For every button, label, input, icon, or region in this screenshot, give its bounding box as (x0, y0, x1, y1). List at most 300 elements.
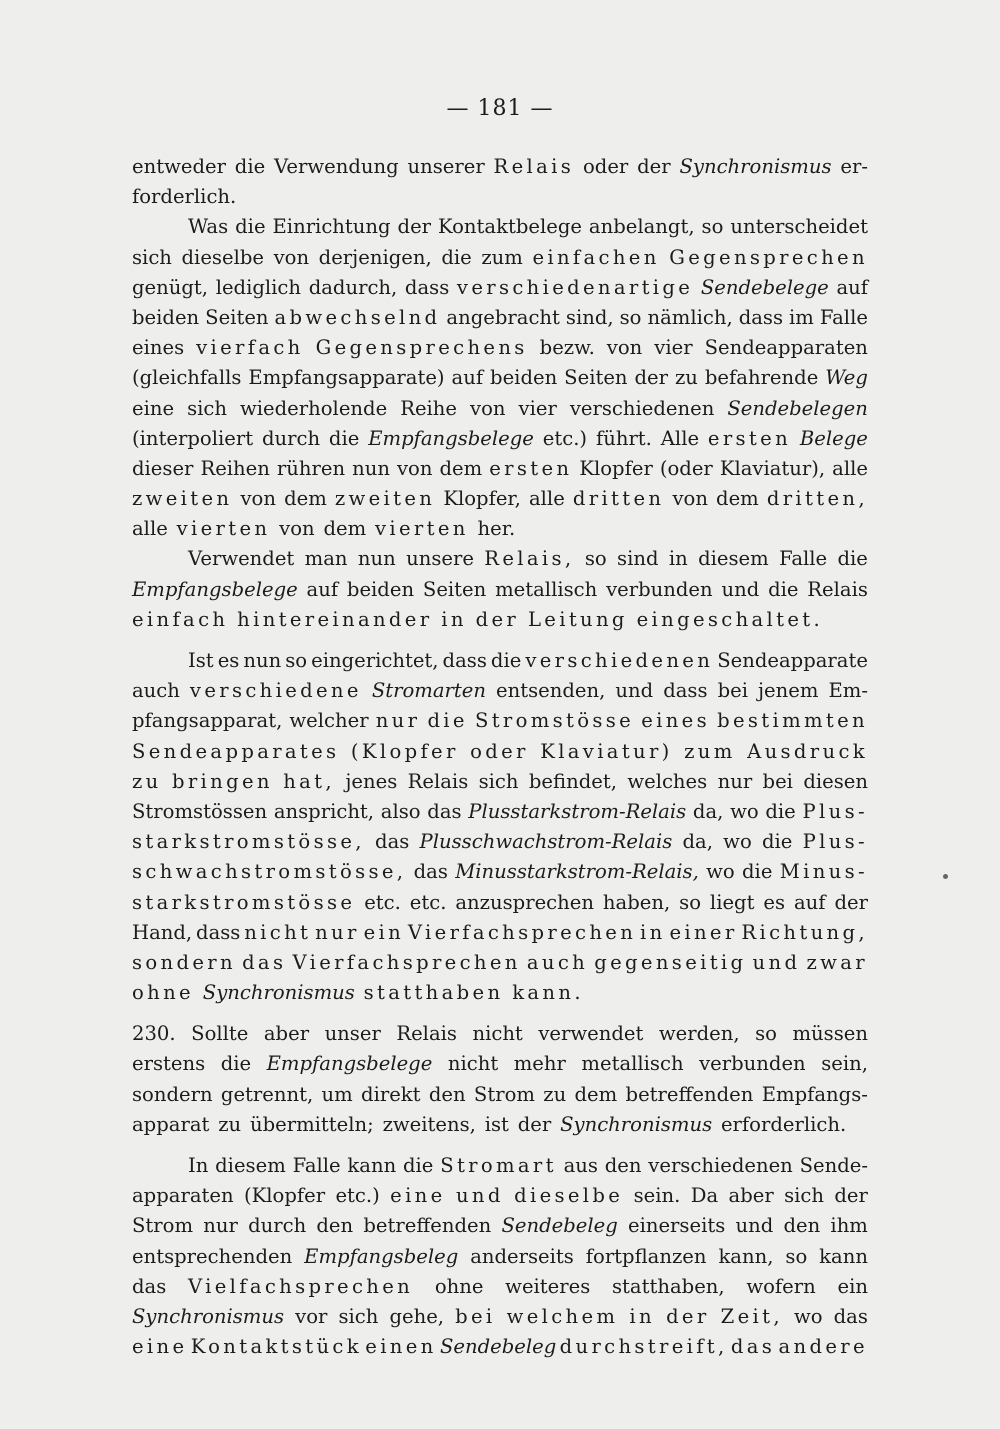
spaced-word: zweiten (132, 487, 233, 511)
word: nun (243, 649, 282, 672)
word: und (721, 577, 760, 601)
spaced-word: nur (315, 920, 360, 944)
word: dass (738, 305, 784, 329)
word: mehr (513, 1052, 566, 1076)
italic-word: Minusstarkstrom-Relais, (455, 860, 699, 884)
word: Reihen (200, 456, 270, 480)
spaced-word: Minus- (779, 860, 868, 884)
word: die (490, 649, 522, 672)
word: welches (627, 769, 708, 793)
text-line (132, 152, 868, 182)
word: wofern (746, 1274, 816, 1298)
text-line (132, 767, 868, 797)
spaced-word: der (666, 1304, 710, 1328)
word: Falle (779, 547, 828, 571)
spaced-word: hat, (283, 769, 335, 793)
spaced-word: Vierfachsprechen (407, 920, 637, 944)
spaced-word: Sendeapparates (132, 739, 340, 763)
spaced-word: dieselbe (514, 1184, 624, 1208)
text-line (132, 797, 868, 827)
spaced-word: nur (375, 709, 421, 733)
word: Seiten (564, 366, 628, 390)
text-line (132, 918, 868, 948)
text-line (132, 1211, 868, 1241)
text-line (132, 1151, 868, 1181)
spaced-word: Richtung, (741, 920, 868, 944)
print-speck (943, 874, 948, 879)
word: zu (674, 366, 698, 390)
word: Verwendung (274, 155, 399, 178)
word: (oder (659, 456, 713, 480)
word: auch (132, 679, 180, 703)
word: wo (723, 830, 752, 854)
word: den (316, 1214, 354, 1238)
word: da, (692, 799, 724, 823)
word: dieselbe (181, 245, 264, 269)
word: eingerichtet, (311, 649, 439, 672)
word: eines (132, 336, 185, 360)
word: statthaben, (612, 1274, 725, 1298)
spaced-word: ersten (707, 426, 792, 450)
word: die (328, 426, 360, 450)
word: welcher (289, 709, 369, 733)
word: nur (203, 1214, 238, 1238)
word: wo (730, 799, 759, 823)
word: den (428, 1082, 466, 1106)
spaced-word: einen (365, 1335, 437, 1359)
word: diesem (215, 1154, 286, 1177)
word: das (132, 1274, 167, 1298)
word: von (672, 487, 708, 511)
word: es (217, 649, 240, 672)
word: her. (477, 517, 516, 541)
word: auf (836, 275, 868, 299)
word: bei (717, 679, 748, 703)
word: diesem (698, 547, 769, 571)
spaced-word: zu (132, 769, 162, 793)
text-line (132, 1181, 868, 1211)
word: etc.) (542, 426, 588, 450)
spaced-word: Ausdruck (747, 739, 868, 763)
word: dass (442, 649, 487, 672)
word: eine (132, 396, 175, 420)
word: unterscheidet (730, 215, 868, 239)
word: verwendet (538, 1022, 644, 1046)
text-line (132, 182, 868, 212)
word: anbelangt, (588, 215, 695, 239)
spaced-word: bringen (171, 769, 273, 793)
text-line (132, 484, 868, 514)
word: von (470, 396, 506, 420)
word: Falle (819, 305, 868, 329)
spaced-word: die (427, 709, 468, 733)
word: die (768, 577, 799, 601)
word: Hand, (132, 920, 193, 944)
spaced-word: das (242, 950, 287, 974)
word: sich (187, 396, 227, 420)
spaced-word: Stromstösse (474, 709, 635, 733)
word: und (615, 679, 654, 703)
text-line (132, 646, 868, 676)
word: und (735, 1214, 774, 1238)
word: Einrichtung (272, 215, 391, 239)
word: die (235, 215, 266, 239)
spaced-word: (Klopfer (350, 739, 459, 763)
word: um (321, 1082, 353, 1106)
word: der (517, 1112, 552, 1136)
spaced-word: verschiedenen (525, 649, 714, 672)
text-line (132, 948, 868, 978)
word: von (279, 517, 315, 541)
text-line (132, 978, 868, 1008)
word: nicht (447, 1052, 499, 1076)
word: ohne (434, 1274, 484, 1298)
word: Alle (660, 426, 700, 450)
word: forderlich. (132, 185, 237, 209)
spaced-word: schwachstromstösse, (132, 860, 407, 884)
spaced-word: kann. (512, 981, 584, 1005)
word: verschiedenen (648, 1154, 793, 1177)
italic-word: Plusstarkstrom-Relais (468, 799, 687, 823)
text-line (132, 243, 868, 273)
word: die (765, 799, 796, 823)
spaced-word: abwechselnd (274, 305, 441, 329)
italic-word: Weg (825, 366, 868, 390)
text-line (132, 827, 868, 857)
word: so (701, 215, 724, 239)
word: das (375, 830, 410, 854)
spaced-word: hintereinander (237, 607, 433, 631)
word: auf (451, 366, 484, 390)
word: unserer (407, 155, 485, 178)
spaced-word: auch (526, 950, 589, 974)
spaced-word: oder (470, 739, 529, 763)
word: zu (218, 1112, 242, 1136)
spaced-word: und (455, 1184, 504, 1208)
word: diesen (803, 769, 868, 793)
word: Verwendet (188, 547, 295, 571)
word: die (761, 830, 793, 854)
word: sondern (132, 1082, 213, 1106)
word: dass (404, 275, 450, 299)
word: den (783, 1214, 821, 1238)
word: die (441, 245, 472, 269)
text-line (132, 514, 868, 544)
word: Was (188, 215, 229, 239)
italic-word: Sendebelegen (727, 396, 868, 420)
word: liegt (709, 890, 755, 914)
word: Klaviatur), (719, 456, 826, 480)
word: vier (518, 396, 557, 420)
text-line (132, 1332, 868, 1362)
word: (Klopfer (243, 1184, 326, 1208)
word: Sendeapparate (717, 649, 868, 672)
word: beiden (346, 577, 415, 601)
text-line (132, 1242, 868, 1272)
word: führt. (595, 426, 652, 450)
spaced-word: zwar (806, 950, 868, 974)
word: die (220, 1052, 252, 1076)
body-text (132, 152, 868, 1362)
word: Ist (188, 649, 214, 672)
spaced-word: und (752, 950, 801, 974)
text-line (132, 1272, 868, 1302)
word: dem (574, 1082, 618, 1106)
word: lediglich (215, 275, 302, 299)
word: den (604, 1154, 642, 1177)
word: gehe, (389, 1304, 445, 1328)
word: direkt (361, 1082, 421, 1106)
paragraph-gap (132, 1140, 868, 1151)
word: vier (654, 336, 693, 360)
text-line (132, 676, 868, 706)
text-line (132, 857, 868, 887)
word: anspricht, (273, 799, 375, 823)
word: wiederholende (240, 396, 388, 420)
word: von (240, 487, 276, 511)
word: auf (793, 890, 826, 914)
word: Relais (807, 577, 868, 601)
word: genügt, (132, 275, 209, 299)
word: Seiten (422, 577, 487, 601)
word: apparaten (132, 1184, 234, 1208)
word: erforderlich. (720, 1112, 847, 1136)
word: im (789, 305, 814, 329)
word: vor (295, 1304, 328, 1328)
word: er- (840, 155, 868, 178)
word: Empfangsapparate) (248, 366, 445, 390)
spaced-word: gegenseitig (594, 950, 747, 974)
word: übermitteln; (249, 1112, 374, 1136)
text-line (132, 888, 868, 918)
italic-word: Synchronismus (679, 155, 832, 178)
word: rühren (276, 456, 346, 480)
word: dadurch, (308, 275, 398, 299)
word: Seiten (205, 305, 269, 329)
spaced-word: einer (669, 920, 738, 944)
word: bezw. (539, 336, 595, 360)
text-line (132, 605, 868, 635)
spaced-word: vierten (375, 517, 469, 541)
italic-word: Empfangsbelege (368, 426, 534, 450)
text-line (132, 273, 868, 303)
word: also (380, 799, 421, 823)
word: dem (323, 517, 367, 541)
word: entweder (132, 155, 226, 178)
word: Sende- (799, 1154, 868, 1177)
word: angebracht (446, 305, 560, 329)
word: die (234, 155, 266, 178)
spaced-word: einfachen (532, 245, 660, 269)
spaced-word: zum (684, 739, 736, 763)
word: aber (728, 1184, 774, 1208)
spaced-word: Gegensprechen (669, 245, 868, 269)
word: metallisch (495, 577, 598, 601)
word: Stromstössen (132, 799, 268, 823)
word: der (834, 1184, 868, 1208)
spaced-word: Leitung (527, 607, 628, 631)
word: aber (263, 1022, 310, 1046)
word: fortpflanzen (585, 1244, 707, 1268)
text-line (132, 454, 868, 484)
word: beiden (490, 366, 558, 390)
word: so (584, 547, 607, 571)
word: nämlich, (647, 305, 733, 329)
spaced-word: welchem (506, 1304, 619, 1328)
word: haben, (602, 890, 671, 914)
word: Strom (132, 1214, 194, 1238)
word: weiteres (505, 1274, 591, 1298)
word: jenes (345, 769, 398, 793)
word: der (834, 890, 868, 914)
word: befahrende (704, 366, 819, 390)
word: erstens (132, 1052, 206, 1076)
word: Klopfer, (443, 487, 521, 511)
word: Relais (396, 1022, 457, 1046)
italic-word: Synchronismus (560, 1112, 713, 1136)
spaced-word: in (441, 607, 467, 631)
word: sich (784, 1184, 824, 1208)
word: wo (793, 1304, 823, 1328)
spaced-word: Gegensprechens (315, 336, 528, 360)
text-line (132, 424, 868, 454)
word: etc.) (335, 1184, 380, 1208)
text-line (132, 333, 868, 363)
word: von (606, 336, 643, 360)
word: sich (478, 769, 519, 793)
spaced-word: Relais, (484, 547, 575, 571)
spaced-word: eine (132, 1335, 188, 1359)
word: auf (306, 577, 339, 601)
text-line (132, 1080, 868, 1110)
spaced-word: nicht (244, 920, 312, 944)
word: Falle (292, 1154, 341, 1177)
word: in (668, 547, 688, 571)
text-line (132, 706, 868, 736)
spaced-word: Plus- (802, 799, 868, 823)
word: dass (196, 920, 241, 944)
word: nun (352, 456, 390, 480)
spaced-word: Zeit, (720, 1304, 783, 1328)
italic-word: Stromarten (371, 679, 487, 703)
spaced-word: Vierfachsprechen (292, 950, 521, 974)
word: metallisch (581, 1052, 684, 1076)
word: werden, (658, 1022, 740, 1046)
word: dem (284, 487, 327, 511)
word: Sendeapparaten (704, 336, 868, 360)
word: man (304, 547, 348, 571)
word: Klopfer (579, 456, 653, 480)
spaced-word: in (640, 920, 666, 944)
word: einerseits (627, 1214, 726, 1238)
spaced-word: Kontaktstück (190, 1335, 362, 1359)
word: verbunden (606, 577, 713, 601)
word: Kontaktbelege (438, 215, 582, 239)
word: kann (819, 1244, 868, 1268)
italic-word: Empfangsbeleg (304, 1244, 459, 1268)
word: der (637, 155, 671, 178)
word: unsere (406, 547, 474, 571)
spaced-word: dritten (572, 487, 665, 511)
word: zweitens, (382, 1112, 476, 1136)
spaced-word: verschiedenartige (456, 275, 694, 299)
word: beiden (132, 305, 200, 329)
word: so (755, 1022, 777, 1046)
italic-word: Sendebelege (700, 275, 829, 299)
word: kann (347, 1154, 397, 1177)
word: pfangsapparat, (132, 709, 283, 733)
word: so (285, 649, 308, 672)
word: Da (690, 1184, 719, 1208)
text-line (132, 1019, 868, 1049)
word: von (396, 456, 433, 480)
text-line (132, 575, 868, 605)
word: Em- (828, 679, 868, 703)
spaced-word: Vielfachsprechen (187, 1274, 414, 1298)
spaced-word: Relais (493, 155, 575, 178)
text-line (132, 303, 868, 333)
word: alle (832, 456, 868, 480)
spaced-word: andere (778, 1335, 868, 1359)
word: befindet, (528, 769, 617, 793)
italic-word: Sendebeleg (439, 1335, 557, 1359)
text-line (132, 394, 868, 424)
word: (interpoliert (132, 426, 254, 450)
word: bei (762, 769, 793, 793)
spaced-word: ohne (132, 981, 194, 1005)
text-line (132, 363, 868, 393)
word: von (273, 245, 310, 269)
word: der (634, 366, 669, 390)
spaced-word: Stromart (440, 1154, 557, 1177)
italic-word: Plusschwachstrom-Relais (419, 830, 673, 854)
spaced-word: in (629, 1304, 655, 1328)
word: sind (617, 547, 659, 571)
word: so (785, 1244, 808, 1268)
word: durch (261, 426, 321, 450)
spaced-word: der (475, 607, 520, 631)
spaced-word: bestimmten (717, 709, 868, 733)
word: ein (837, 1274, 868, 1298)
spaced-word: das (730, 1335, 776, 1359)
word: dem (439, 456, 483, 480)
word: Sollte (191, 1022, 249, 1046)
spaced-word: starkstromstösse, (132, 830, 365, 854)
word: betreffenden (625, 1082, 754, 1106)
word: anderseits (470, 1244, 574, 1268)
text-line (132, 1302, 868, 1332)
spaced-word: eingeschaltet. (636, 607, 824, 631)
text-line (132, 737, 868, 767)
word: zum (481, 245, 523, 269)
word: aus (563, 1154, 598, 1177)
word: da, (682, 830, 713, 854)
page-number: — 181 — (446, 96, 554, 121)
word: sein, (821, 1052, 868, 1076)
word: unser (324, 1022, 381, 1046)
spaced-word: zweiten (334, 487, 436, 511)
text-line (132, 544, 868, 574)
word: kann, (718, 1244, 774, 1268)
word: nun (357, 547, 396, 571)
word: alle (528, 487, 565, 511)
word: wo (706, 860, 735, 884)
word: dem (716, 487, 759, 511)
word: ist (484, 1112, 509, 1136)
text-line (132, 1049, 868, 1079)
word: nur (717, 769, 753, 793)
paragraph-gap (132, 635, 868, 646)
